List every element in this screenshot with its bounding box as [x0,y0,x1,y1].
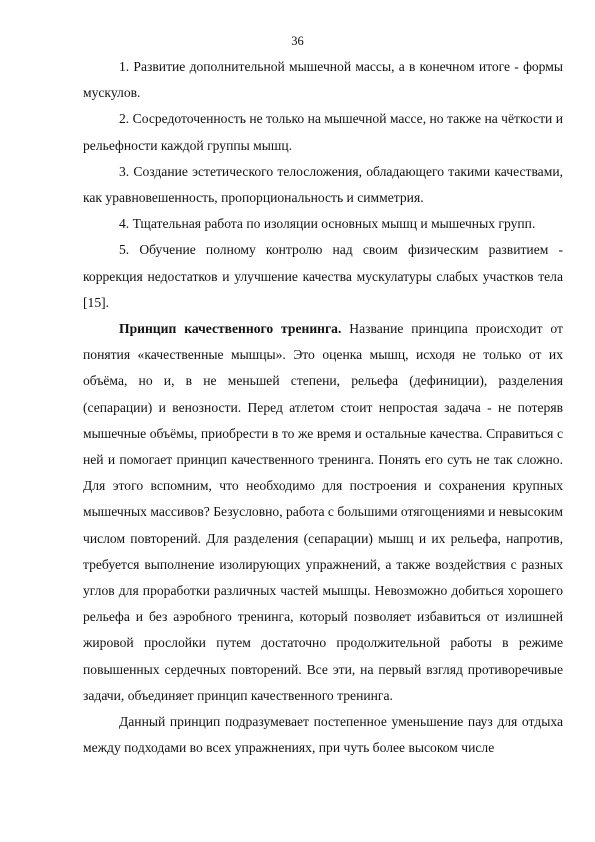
list-item: 3. Создание эстетического телосложения, обладающего такими качествами, как уравновешенность, пропорциональность и симметрия. [83,163,563,206]
principle-body: Название принципа происходит от понятия «качественные мышцы». Это оценка мышц, исходя не только от их объёма, но и, в не меньшей степени, рельефа (дефиниции), разделения (сепарации) и венозности. Перед атлетом стоит непростая задача - не потеряв мышечные объёмы, приобрести в то же время и остальные качества. Справиться с ней и помогает принцип качественного тренинга. Понять его суть не так сложно. Для этого вспомним, что необходимо для построения и сохранения крупных мышечных массивов? Безусловно, работа с большими отягощениями и невысоким числом повторений. Для разделения (сепарации) мышц и их рельефа, напротив, требуется выполнение изолирующих упражнений, а также воздействия с разных углов для проработки различных частей мышцы. Невозможно добиться хорошего рельефа и без аэробного тренинга, который позволяет избавиться от излишней жировой прослойки путем достаточно продолжительной работы в режиме повышенных сердечных повторений. Все эти, на первый взгляд противоречивые задачи, объединяет принцип качественного тренинга. [83,321,563,703]
principle-heading: Принцип качественного тренинга. [119,321,342,337]
list-item: 5. Обучение полному контролю над своим физическим развитием - коррекция недостатков и улучшение качества мускулатуры слабых участков тела [15]. [83,242,563,310]
page-number: 36 [291,34,304,48]
last-paragraph: Данный принцип подразумевает постепенное уменьшение пауз для отдыха между подходами во всех упражнениях, при чуть более высоком числе [83,714,563,756]
page-content [83,54,563,761]
principle-paragraph [83,316,563,709]
list-item: 4. Тщательная работа по изоляции основных мышц и мышечных групп. [119,216,536,232]
list-item: 1. Развитие дополнительной мышечной массы, а в конечном итоге - формы мускулов. [83,59,563,101]
list-item: 2. Сосредоточенность не только на мышечной массе, но также на чёткости и рельефности каждой группы мышц. [83,111,563,153]
